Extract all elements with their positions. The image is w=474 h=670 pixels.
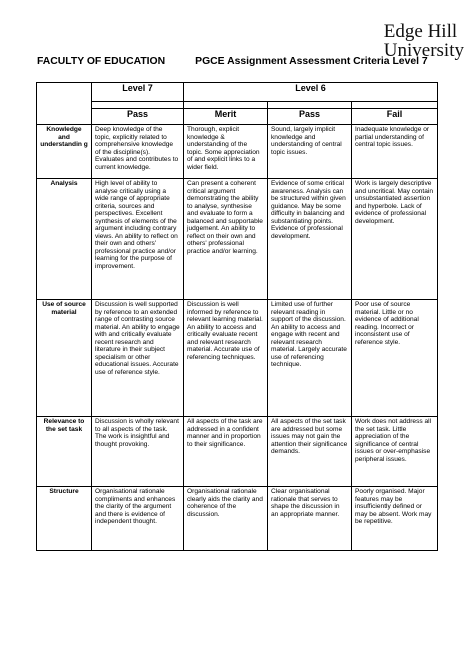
descriptor-cell: Discussion is well informed by reference to relevant learning material. An ability to access and critically evaluate recent and relevant research material. Accurate use of referencing techniques. [184,300,268,417]
criteria-row-relevance [37,417,438,487]
criterion-label: Analysis [37,179,92,300]
descriptor-cell: Poor use of source material. Little or no evidence of additional reading. Incorrect or inconsistent use of reference style. [352,300,438,417]
descriptor-cell: All aspects of the task are addressed in a confident manner and in proportion to their significance. [184,417,268,487]
descriptor-cell: Thorough, explicit knowledge & understanding of the topic. Some appreciation of and explicit links to a wider field. [184,125,268,179]
university-logo [384,22,464,60]
grade-header-level7-pass: Pass [92,109,184,125]
criterion-label: Use of source material [37,300,92,417]
criterion-label: Structure [37,487,92,551]
descriptor-cell: High level of ability to analyse critically using a wide range of appropriate criteria, sources and perspectives. Excellent synthesis of elements of the argument including contrary views. An ability to reflect on their own and others' professional practice and/or learning for the purpose of improvement. [92,179,184,300]
descriptor-cell: Discussion is well supported by reference to an extended range of contrasting source material. An ability to engage with and critically evaluate recent research and literature in their subject specialism or other educational issues. Accurate use of reference style. [92,300,184,417]
descriptor-cell: Limited use of further relevant reading in support of the discussion. An ability to access and engage with recent and relevant research material. Largely accurate use of referencing technique. [268,300,352,417]
criterion-label: Relevance to the set task [37,417,92,487]
criterion-label: Knowledge and understandin g [37,125,92,179]
assessment-criteria-table [36,82,438,551]
criteria-row-structure [37,487,438,551]
criteria-row-knowledge [37,125,438,179]
level-header-row [37,83,438,102]
descriptor-cell: Inadequate knowledge or partial understanding of central topic issues. [352,125,438,179]
document-title: PGCE Assignment Assessment Criteria Level 7 [195,56,428,67]
level-7-header: Level 7 [92,83,184,102]
descriptor-cell: Work is largely descriptive and uncritical. May contain unsubstantiated assertion and hyperbole. Lack of evidence of professional development. [352,179,438,300]
descriptor-cell: Deep knowledge of the topic, explicitly related to comprehensive knowledge of the discipline(s). Evaluates and contributes to current knowledge. [92,125,184,179]
document-heading [37,56,428,67]
descriptor-cell: Sound, largely implicit knowledge and understanding of central topic issues. [268,125,352,179]
descriptor-cell: Organisational rationale clearly aids the clarity and coherence of the discussion. [184,487,268,551]
criteria-row-analysis [37,179,438,300]
grade-header-level6-pass: Pass [268,109,352,125]
logo-line-2: University [383,40,464,61]
descriptor-cell: Evidence of some critical awareness. Analysis can be structured within given guidance. May be some difficulty in balancing and substantiating points. Evidence of professional development. [268,179,352,300]
level-6-header: Level 6 [184,83,438,102]
descriptor-cell: Can present a coherent critical argument demonstrating the ability to analyse, synthesise and evaluate to form a balanced and supportable judgement. An ability to reflect on their own and others' professional practice and/or learning. [184,179,268,300]
header-spacer-row [37,102,438,109]
descriptor-cell: All aspects of the set task are addressed but some issues may not gain the attention their significance demands. [268,417,352,487]
descriptor-cell: Clear organisational rationale that serves to shape the discussion in an appropriate manner. [268,487,352,551]
logo-line-1: Edge Hill [383,21,458,42]
faculty-name: FACULTY OF EDUCATION [37,56,166,67]
descriptor-cell: Poorly organised. Major features may be insufficiently defined or may be absent. Work may be repetitive. [352,487,438,551]
grade-header-merit: Merit [184,109,268,125]
criteria-row-source-material [37,300,438,417]
descriptor-cell: Work does not address all the set task. Little appreciation of the significance of central issues or over-emphasise peripheral issues. [352,417,438,487]
descriptor-cell: Discussion is wholly relevant to all aspects of the task. The work is insightful and thought provoking. [92,417,184,487]
corner-cell [37,83,92,125]
descriptor-cell: Organisational rationale compliments and enhances the clarity of the argument and there is evidence of independent thought. [92,487,184,551]
grade-header-fail: Fail [352,109,438,125]
grade-header-row [37,109,438,125]
